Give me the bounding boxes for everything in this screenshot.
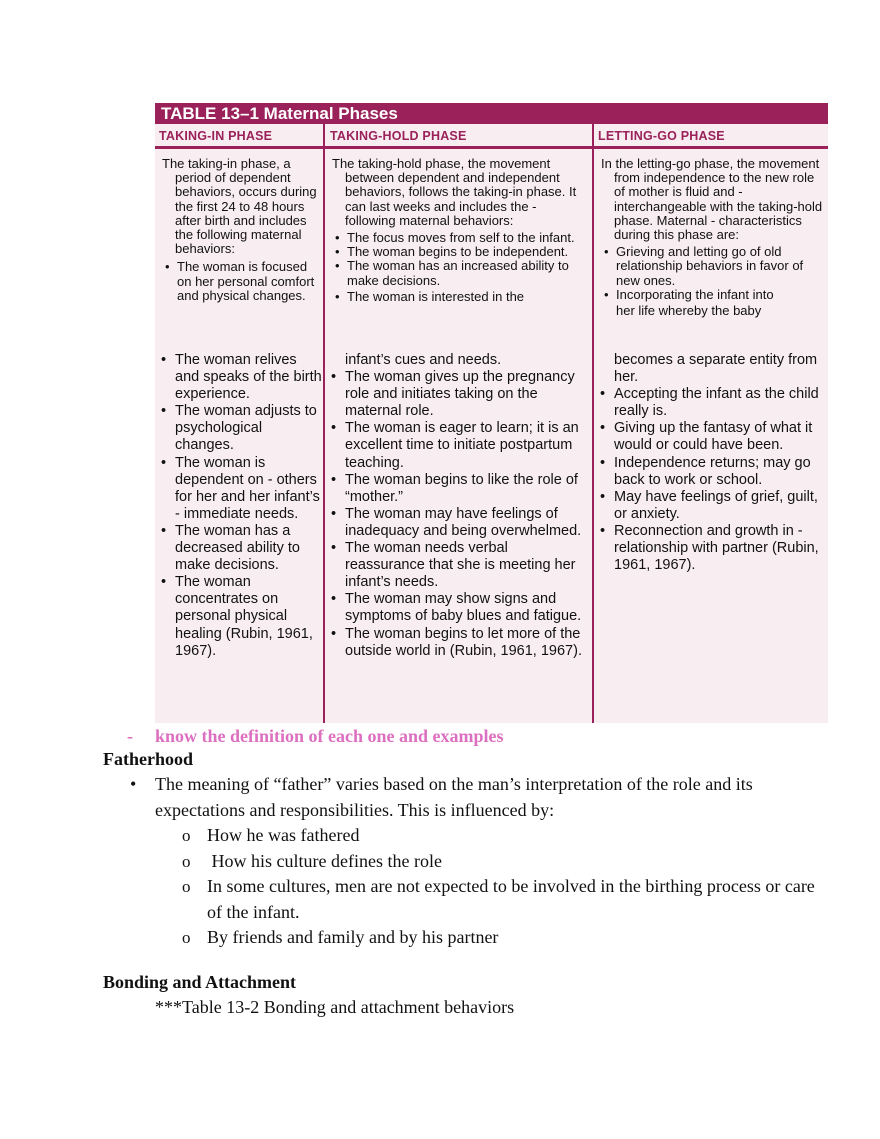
sub-item-text: By friends and family and by his partner bbox=[207, 927, 499, 947]
sub-item-text: How he was fathered bbox=[207, 825, 360, 845]
list-item: • The woman begins to let more of the outside world in (Rubin, 1961, 1967). bbox=[328, 626, 590, 660]
list-item: • The woman has an increased ability to make decisions. bbox=[332, 259, 588, 287]
col1-bottom bbox=[158, 352, 322, 660]
list-item: • The focus moves from self to the infant. bbox=[332, 231, 588, 245]
list-item bbox=[127, 772, 827, 823]
table-header-row bbox=[155, 124, 828, 149]
table-title: TABLE 13–1 Maternal Phases bbox=[155, 103, 828, 124]
sub-bullet-glyph: o bbox=[182, 851, 191, 871]
col3-top bbox=[601, 157, 825, 318]
list-item: • The woman adjusts to psychological changes. bbox=[158, 403, 322, 454]
sub-item-text: How his culture defines the role bbox=[207, 850, 442, 871]
list-item: • Giving up the fantasy of what it would or could have been. bbox=[597, 420, 825, 454]
list-item: • The woman is dependent on - others for her and her infant’s - immediate needs. bbox=[158, 455, 322, 523]
bullet-glyph: • bbox=[130, 774, 137, 794]
col3-bottom bbox=[597, 352, 825, 574]
column-divider bbox=[323, 124, 325, 723]
list-item: • The woman is interested in the bbox=[332, 290, 588, 304]
sub-bullet-glyph: o bbox=[182, 826, 191, 845]
column-divider bbox=[592, 124, 594, 723]
col2-bottom bbox=[328, 352, 590, 660]
bonding-heading: Bonding and Attachment bbox=[103, 972, 297, 992]
list-item: • The woman relives and speaks of the birth experience. bbox=[158, 352, 322, 403]
study-note bbox=[127, 726, 504, 747]
list-item: • The woman may have feelings of inadequacy and being overwhelmed. bbox=[328, 506, 590, 540]
list-item: • The woman concentrates on personal physical healing (Rubin, 1961, 1967). bbox=[158, 574, 322, 659]
col2-continuation: infant’s cues and needs. bbox=[345, 352, 502, 368]
fatherhood-list bbox=[127, 772, 827, 951]
list-item bbox=[127, 849, 827, 875]
sub-bullet-glyph: o bbox=[182, 928, 191, 947]
list-item: • The woman has a decreased ability to make decisions. bbox=[158, 523, 322, 574]
header-letting-go: LETTING-GO PHASE bbox=[598, 129, 725, 143]
list-item: • May have feelings of grief, guilt, or anxiety. bbox=[597, 489, 825, 523]
list-item: • The woman may show signs and symptoms of baby blues and fatigue. bbox=[328, 591, 590, 625]
maternal-phases-table bbox=[155, 103, 828, 723]
list-item: • Independence returns; may go back to work or school. bbox=[597, 455, 825, 489]
col3-intro: In the letting-go phase, the movement from independence to the new role of mother is fluid and - interchangeable with the taking-hold phase. Maternal - characteristics during this phase are: bbox=[601, 156, 823, 243]
col1-top bbox=[162, 157, 322, 303]
col2-top bbox=[332, 157, 588, 304]
note-text: know the definition of each one and examples bbox=[155, 726, 504, 746]
sub-bullet-glyph: o bbox=[182, 877, 191, 896]
col3-continuation-top: her life whereby the baby bbox=[616, 303, 762, 319]
list-item bbox=[127, 823, 827, 849]
fatherhood-heading: Fatherhood bbox=[103, 749, 193, 769]
col3-continuation: becomes a separate entity from her. bbox=[614, 352, 818, 386]
header-taking-hold: TAKING-HOLD PHASE bbox=[330, 129, 467, 143]
list-item: • The woman needs verbal reassurance that she is meeting her infant’s needs. bbox=[328, 540, 590, 591]
sub-item-text: In some cultures, men are not expected to be involved in the birthing process or care of the infant. bbox=[207, 876, 815, 922]
list-item: • The woman begins to be independent. bbox=[332, 245, 588, 259]
list-item: • Accepting the infant as the child really is. bbox=[597, 386, 825, 420]
bonding-table-reference: ***Table 13-2 Bonding and attachment behaviors bbox=[155, 997, 515, 1017]
fatherhood-bullet-text: The meaning of “father” varies based on the man’s interpretation of the role and its expectations and responsibilities. This is influenced by: bbox=[155, 774, 753, 820]
note-dash: - bbox=[127, 726, 133, 746]
list-item: • The woman gives up the pregnancy role and initiates taking on the maternal role. bbox=[328, 369, 590, 420]
col2-intro: The taking-hold phase, the movement between dependent and independent behaviors, follows the taking-in phase. It can last weeks and includes the - following maternal behaviors: bbox=[332, 156, 577, 228]
header-taking-in: TAKING-IN PHASE bbox=[159, 129, 273, 143]
list-item bbox=[127, 874, 827, 925]
list-item bbox=[127, 925, 827, 951]
list-item: • The woman is eager to learn; it is an excellent time to initiate postpartum teaching. bbox=[328, 420, 590, 471]
list-item: • Incorporating the infant into bbox=[601, 288, 825, 302]
list-item: • The woman begins to like the role of “mother.” bbox=[328, 472, 590, 506]
list-item: • Reconnection and growth in - relationship with partner (Rubin, 1961, 1967). bbox=[597, 523, 825, 574]
col1-intro: The taking-in phase, a period of dependent behaviors, occurs during the first 24 to 48 hours after birth and includes the following maternal behaviors: bbox=[162, 156, 317, 257]
list-item: • Grieving and letting go of old relationship behaviors in favor of new ones. bbox=[601, 245, 825, 288]
list-item: • The woman is focused on her personal comfort and physical changes. bbox=[162, 260, 322, 303]
